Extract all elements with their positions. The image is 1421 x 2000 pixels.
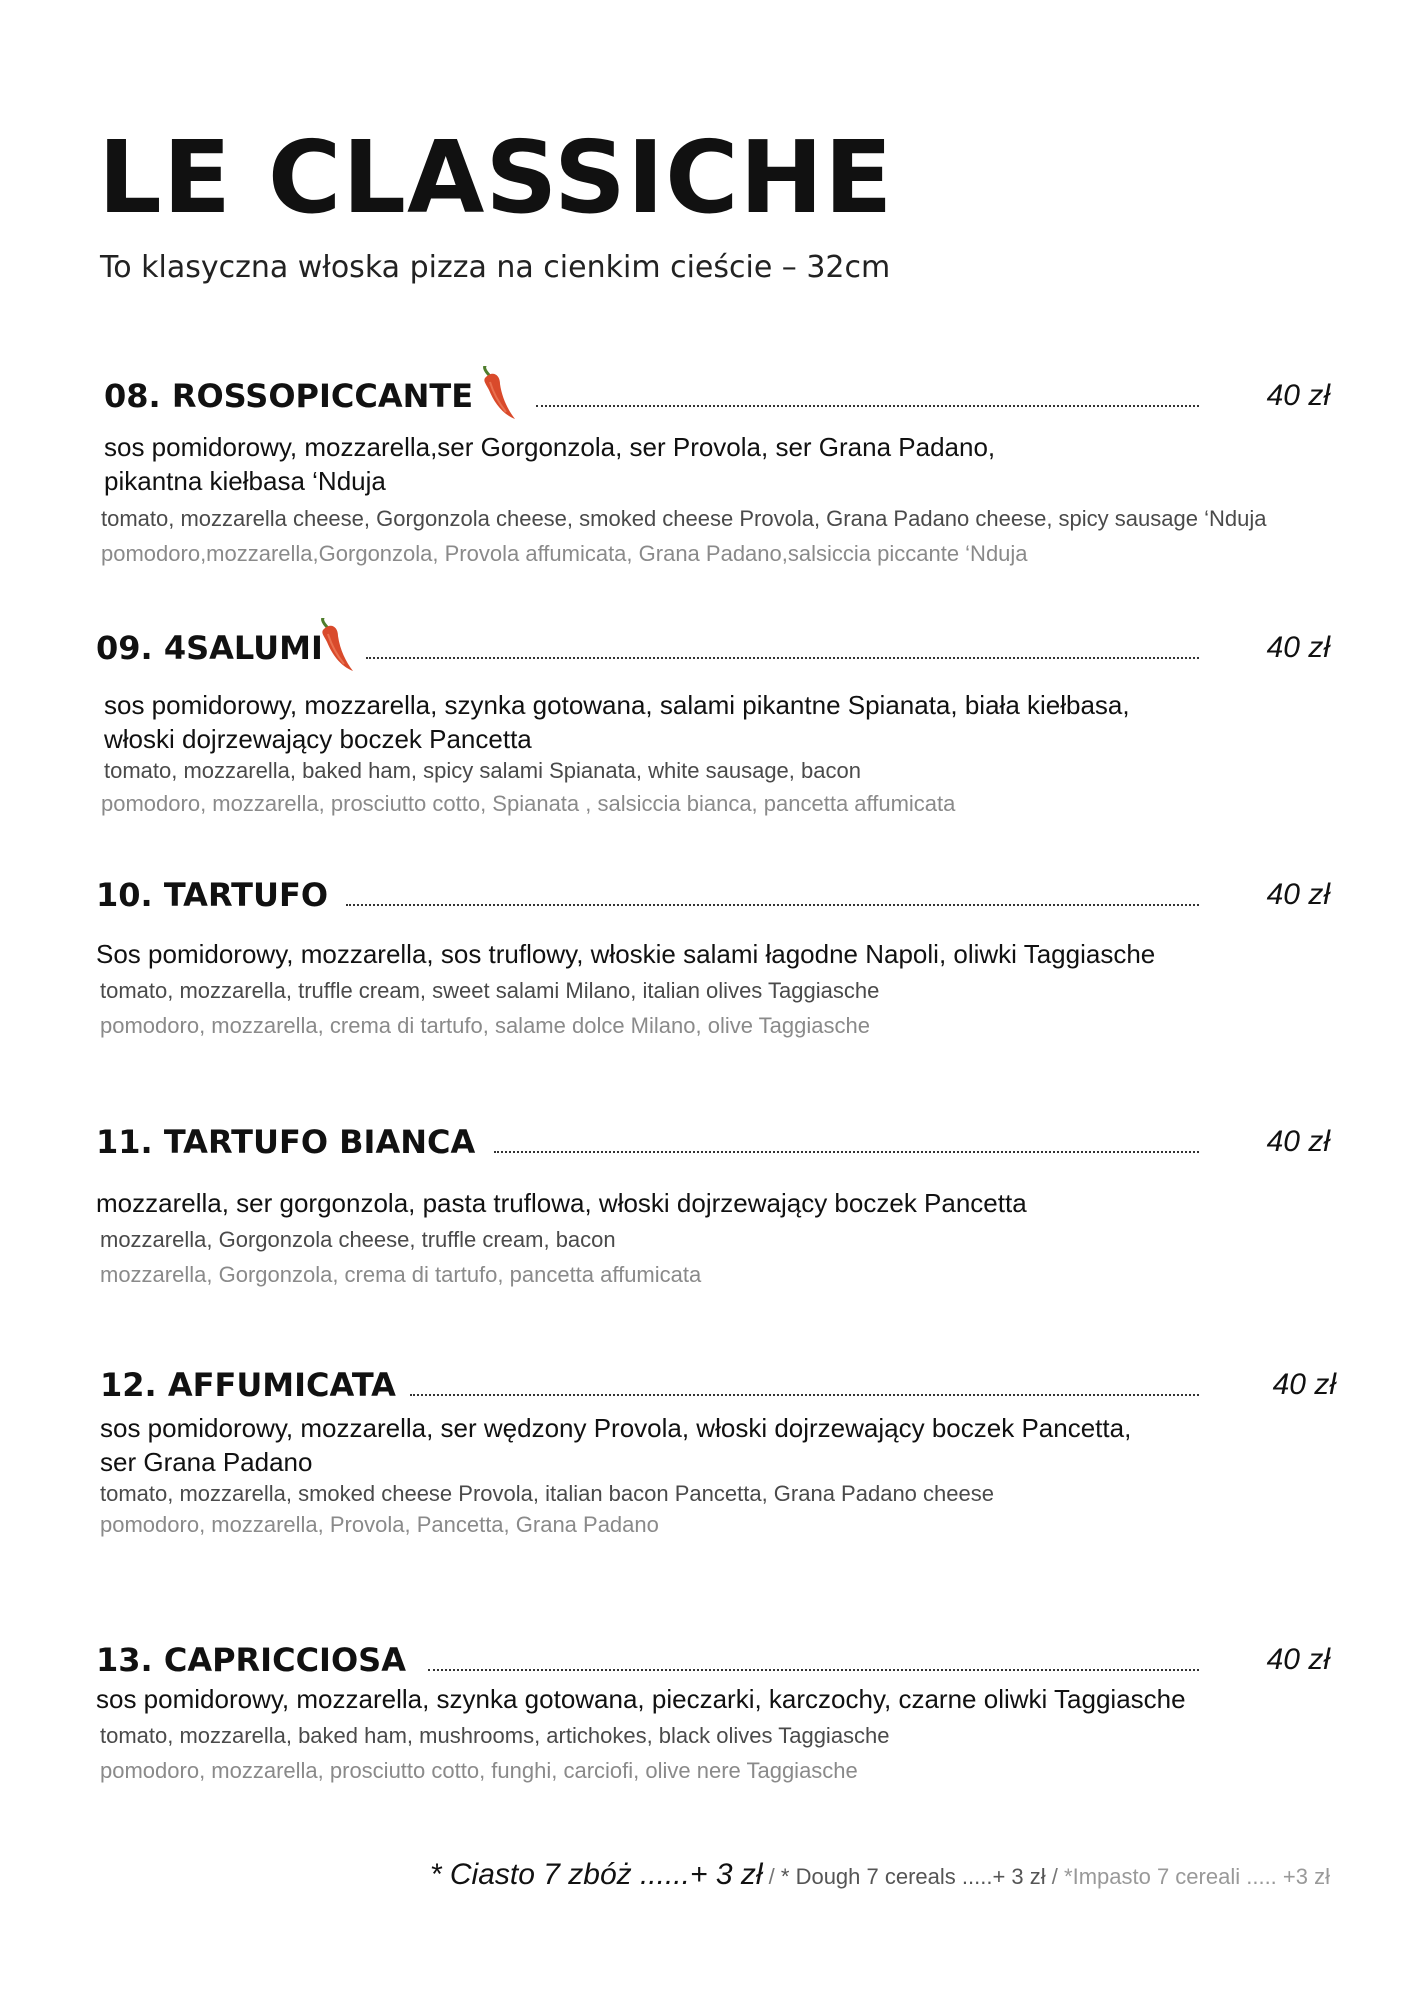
pizza-price: 40 zł	[1266, 631, 1330, 664]
description-polish: sos pomidorowy, mozzarella, ser wędzony Provola, włoski dojrzewający boczek Pancetta, ser Grana Padano	[100, 1413, 1132, 1477]
dough-note-polish: * Ciasto 7 zbóż ......+ 3 zł	[429, 1858, 763, 1891]
chili-pepper-icon	[316, 618, 356, 674]
dough-note-italian: *Impasto 7 cereali ..... +3 zł	[1064, 1864, 1330, 1889]
menu-item-header	[0, 873, 1421, 917]
description-italian: pomodoro, mozzarella, prosciutto cotto, funghi, carciofi, olive nere Taggiasche	[100, 1758, 858, 1783]
menu-item-header	[0, 1120, 1421, 1164]
dough-surcharge-note	[430, 1858, 1330, 1892]
description-polish: sos pomidorowy, mozzarella, szynka gotowana, pieczarki, karczochy, czarne oliwki Taggiasche	[96, 1684, 1186, 1714]
description-english: mozzarella, Gorgonzola cheese, truffle cream, bacon	[100, 1227, 616, 1252]
description-english: tomato, mozzarella, baked ham, spicy salami Spianata, white sausage, bacon	[104, 758, 861, 783]
description-polish: sos pomidorowy, mozzarella, szynka gotowana, salami pikantne Spianata, biała kiełbasa, włoski dojrzewający boczek Pancetta	[104, 690, 1130, 754]
description-english: tomato, mozzarella cheese, Gorgonzola cheese, smoked cheese Provola, Grana Padano cheese, spicy sausage ‘Nduja	[101, 506, 1267, 531]
menu-item-header	[0, 626, 1421, 670]
description-english: tomato, mozzarella, truffle cream, sweet salami Milano, italian olives Taggiasche	[100, 978, 880, 1003]
pizza-price: 40 zł	[1266, 1125, 1330, 1158]
dotted-leader	[366, 657, 1199, 659]
pizza-name: 13. CAPRICCIOSA	[96, 1641, 406, 1679]
pizza-price: 40 zł	[1266, 1643, 1330, 1676]
pizza-name: 08. ROSSOPICCANTE	[104, 377, 474, 415]
chili-pepper-icon	[478, 366, 518, 422]
menu-item-header	[0, 1363, 1421, 1407]
description-english: tomato, mozzarella, baked ham, mushrooms, artichokes, black olives Taggiasche	[100, 1723, 890, 1748]
pizza-name: 09. 4SALUMI	[96, 629, 323, 667]
pizza-name: 12. AFFUMICATA	[100, 1366, 396, 1404]
page-subtitle: To klasyczna włoska pizza na cienkim cieście – 32cm	[100, 250, 891, 285]
description-polish: sos pomidorowy, mozzarella,ser Gorgonzola, ser Provola, ser Grana Padano, pikantna kiełbasa ‘Nduja	[104, 432, 996, 496]
description-italian: pomodoro,mozzarella,Gorgonzola, Provola affumicata, Grana Padano,salsiccia piccante ‘Nduja	[101, 541, 1028, 566]
pizza-price: 40 zł	[1272, 1368, 1336, 1401]
pizza-price: 40 zł	[1266, 379, 1330, 412]
menu-item-header	[0, 374, 1421, 418]
description-english: tomato, mozzarella, smoked cheese Provola, italian bacon Pancetta, Grana Padano cheese	[100, 1481, 994, 1506]
dotted-leader	[494, 1151, 1199, 1153]
description-italian: pomodoro, mozzarella, crema di tartufo, salame dolce Milano, olive Taggiasche	[100, 1013, 870, 1038]
pizza-price: 40 zł	[1266, 878, 1330, 911]
description-italian: mozzarella, Gorgonzola, crema di tartufo, pancetta affumicata	[100, 1262, 702, 1287]
description-polish: Sos pomidorowy, mozzarella, sos truflowy, włoskie salami łagodne Napoli, oliwki Taggiasche	[96, 939, 1156, 969]
pizza-name: 11. TARTUFO BIANCA	[96, 1123, 476, 1161]
dotted-leader	[346, 904, 1199, 906]
menu-item-header	[0, 1638, 1421, 1682]
description-polish: mozzarella, ser gorgonzola, pasta truflowa, włoski dojrzewający boczek Pancetta	[96, 1188, 1027, 1218]
description-italian: pomodoro, mozzarella, Provola, Pancetta, Grana Padano	[100, 1512, 659, 1537]
separator: /	[768, 1864, 775, 1889]
pizza-name: 10. TARTUFO	[96, 876, 329, 914]
dough-note-english: * Dough 7 cereals .....+ 3 zł	[780, 1864, 1046, 1889]
dotted-leader	[410, 1394, 1199, 1396]
dotted-leader	[536, 405, 1199, 407]
page-title: LE CLASSICHE	[98, 119, 894, 236]
description-italian: pomodoro, mozzarella, prosciutto cotto, Spianata , salsiccia bianca, pancetta affumicata	[101, 791, 956, 816]
dotted-leader	[428, 1669, 1199, 1671]
separator: /	[1051, 1864, 1058, 1889]
